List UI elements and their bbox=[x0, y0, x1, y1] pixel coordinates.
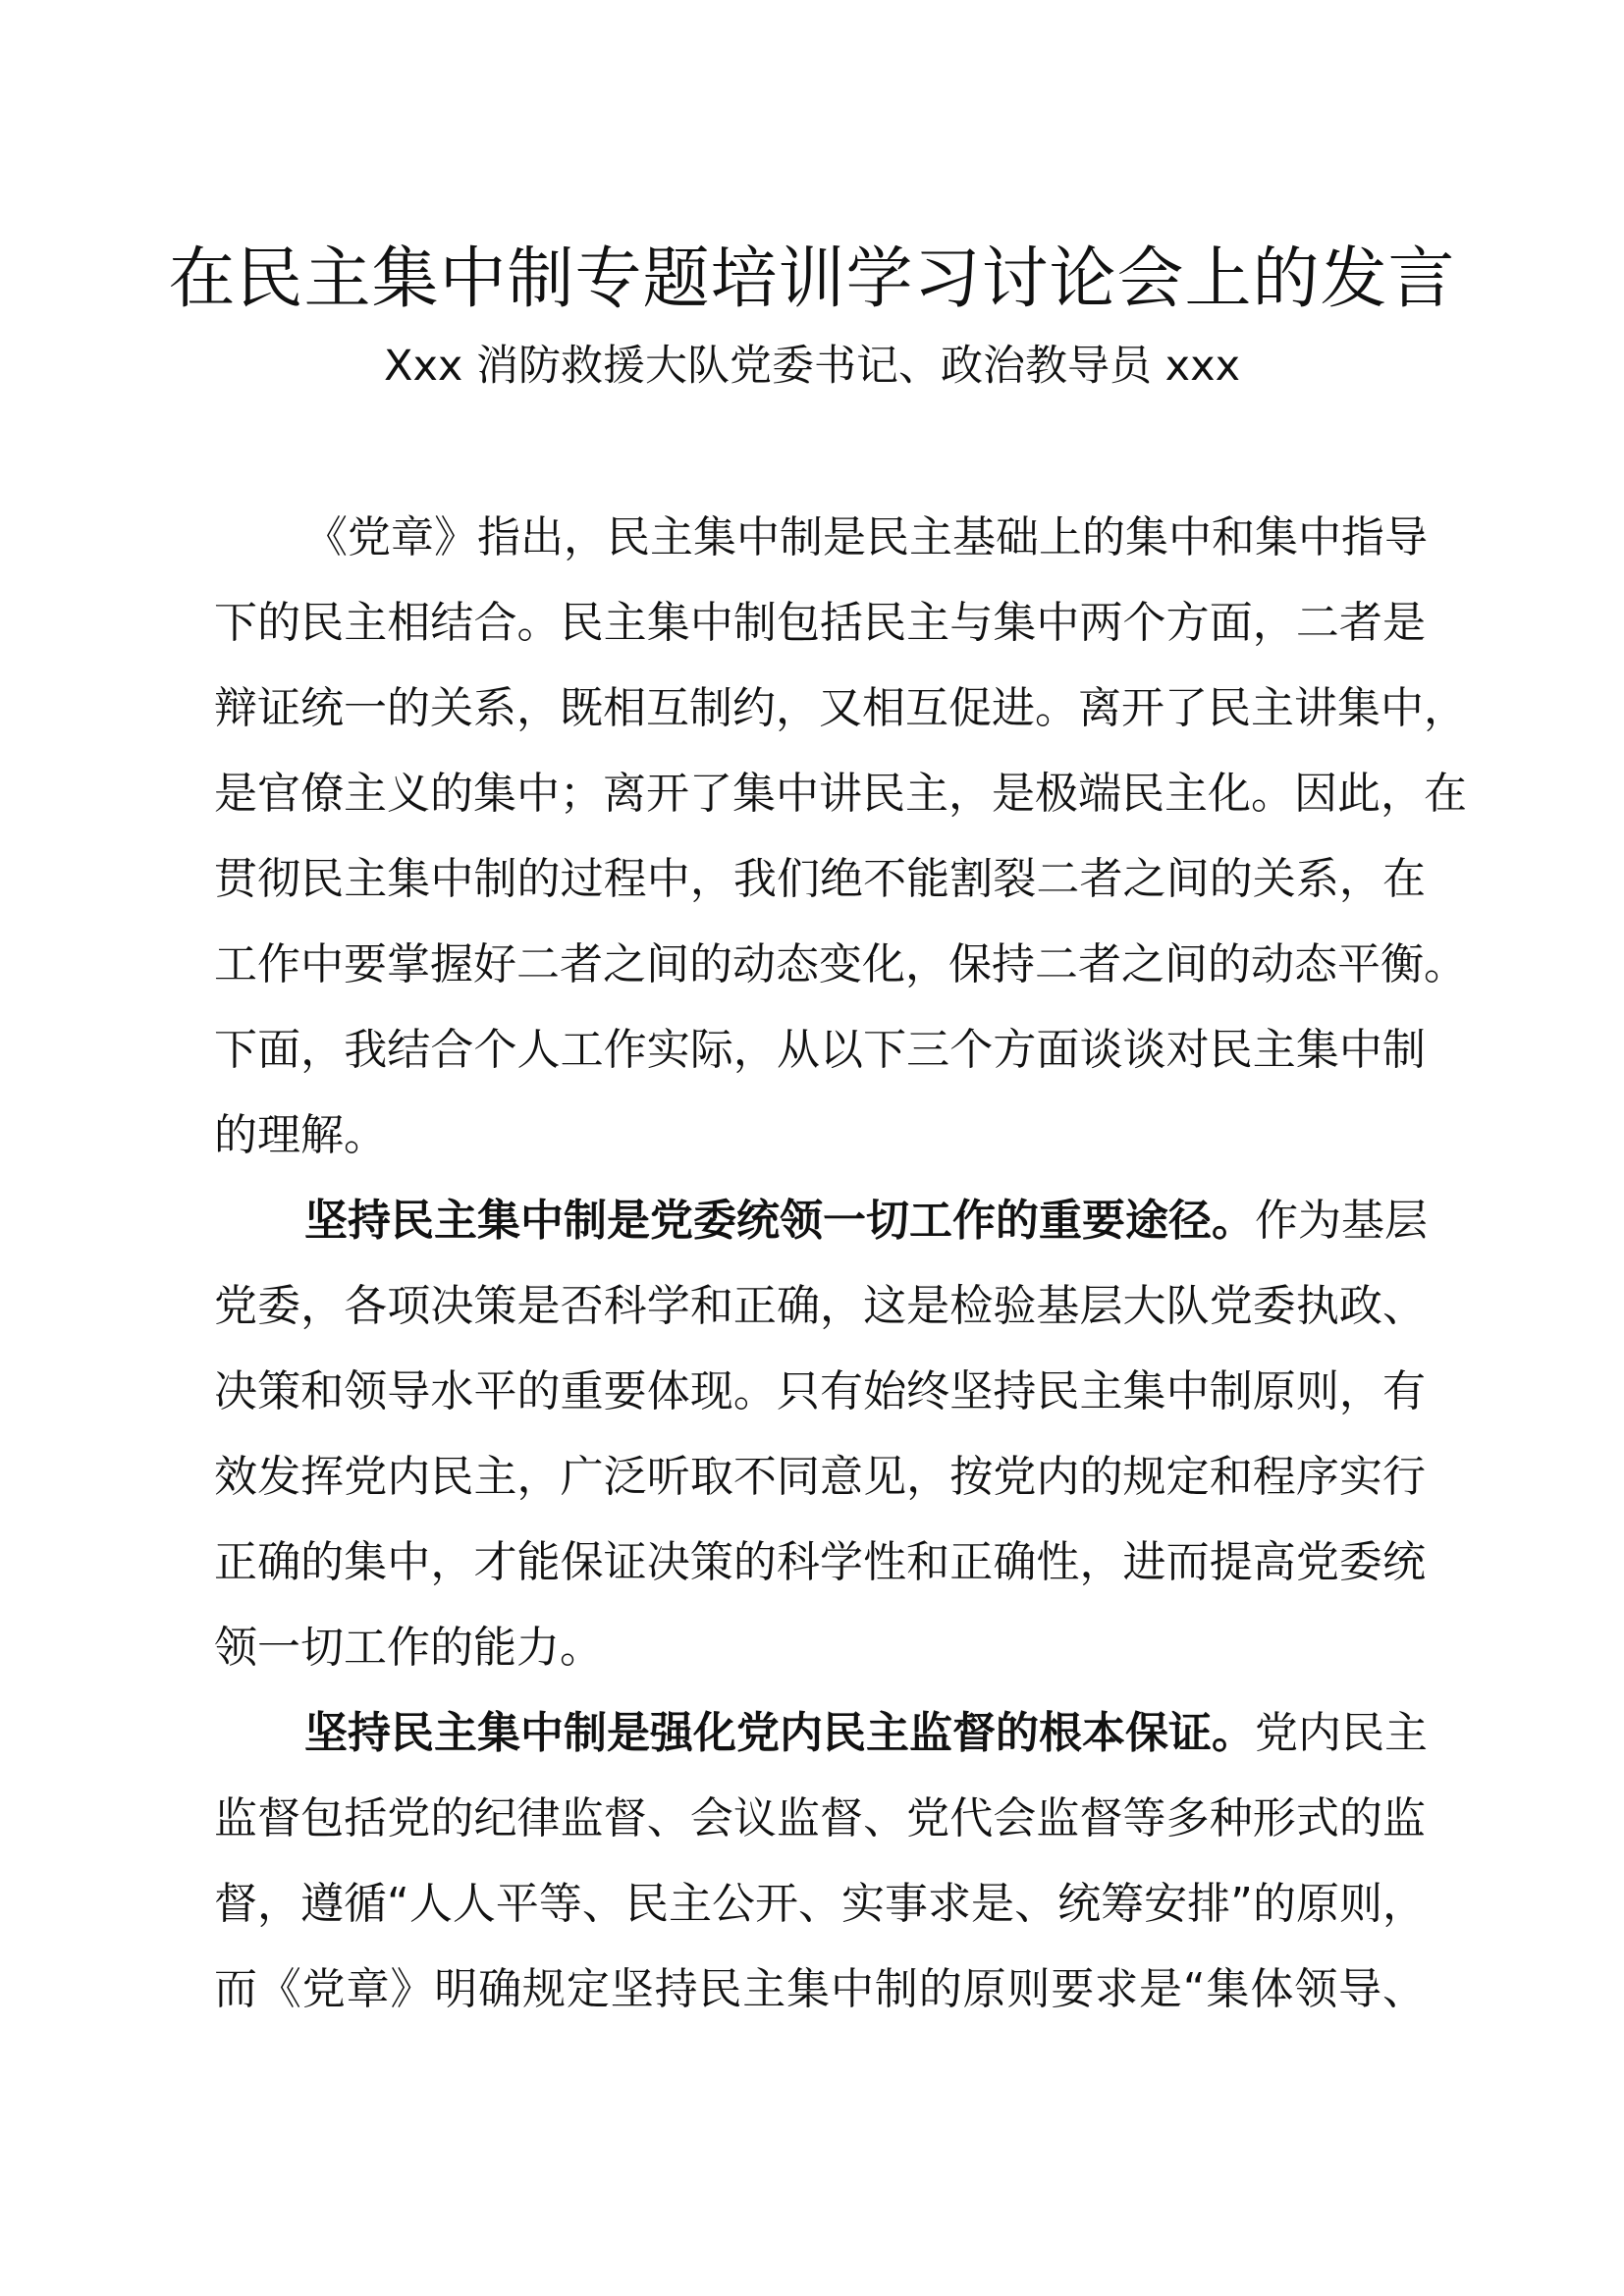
paragraph-2-line: 效发挥党内民主，广泛听取不同意见，按党内的规定和程序实行 bbox=[214, 1452, 1426, 1502]
paragraph-2-line: 领一切工作的能力。 bbox=[214, 1623, 603, 1673]
paragraph-1-line: 是官僚主义的集中；离开了集中讲民主，是极端民主化。因此，在 bbox=[214, 769, 1467, 819]
paragraph-1-line: 下的民主相结合。民主集中制包括民主与集中两个方面，二者是 bbox=[214, 598, 1426, 648]
paragraph-text: 作为基层 bbox=[1255, 1196, 1428, 1246]
paragraph-3-line: 而《党章》明确规定坚持民主集中制的原则要求是“集体领导、 bbox=[214, 1964, 1426, 2014]
paragraph-2-line: 决策和领导水平的重要体现。只有始终坚持民主集中制原则，有 bbox=[214, 1366, 1426, 1416]
paragraph-3-line: 督，遵循“人人平等、民主公开、实事求是、统筹安排”的原则， bbox=[214, 1879, 1426, 1929]
paragraph-2-line bbox=[214, 1178, 1426, 1263]
paragraph-2-line: 正确的集中，才能保证决策的科学性和正确性，进而提高党委统 bbox=[214, 1537, 1426, 1587]
paragraph-3-line bbox=[214, 1690, 1426, 1776]
speaker-byline: Xxx 消防救援大队党委书记、政治教导员 xxx bbox=[383, 342, 1241, 391]
document-title: 在民主集中制专题培训学习讨论会上的发言 bbox=[168, 240, 1456, 318]
paragraph-3-line: 监督包括党的纪律监督、会议监督、党代会监督等多种形式的监 bbox=[214, 1793, 1426, 1843]
paragraph-1-line: 贯彻民主集中制的过程中，我们绝不能割裂二者之间的关系，在 bbox=[214, 854, 1426, 904]
paragraph-2-line: 党委，各项决策是否科学和正确，这是检验基层大队党委执政、 bbox=[214, 1281, 1426, 1331]
document-body bbox=[214, 495, 1467, 2032]
paragraph-text: 党内民主 bbox=[1255, 1708, 1428, 1758]
paragraph-1-line: 的理解。 bbox=[214, 1110, 387, 1160]
paragraph-1-line bbox=[214, 495, 1426, 580]
paragraph-lead-heading: 坚持民主集中制是党委统领一切工作的重要途径。 bbox=[304, 1196, 1255, 1246]
paragraph-1-line: 下面，我结合个人工作实际，从以下三个方面谈谈对民主集中制 bbox=[214, 1025, 1426, 1075]
paragraph-1-line: 辩证统一的关系，既相互制约，又相互促进。离开了民主讲集中， bbox=[214, 683, 1467, 733]
paragraph-lead-heading: 坚持民主集中制是强化党内民主监督的根本保证。 bbox=[304, 1708, 1255, 1758]
paragraph-text: 《党章》指出，民主集中制是民主基础上的集中和集中指导 bbox=[304, 512, 1428, 562]
paragraph-1-line: 工作中要掌握好二者之间的动态变化，保持二者之间的动态平衡。 bbox=[214, 939, 1467, 989]
